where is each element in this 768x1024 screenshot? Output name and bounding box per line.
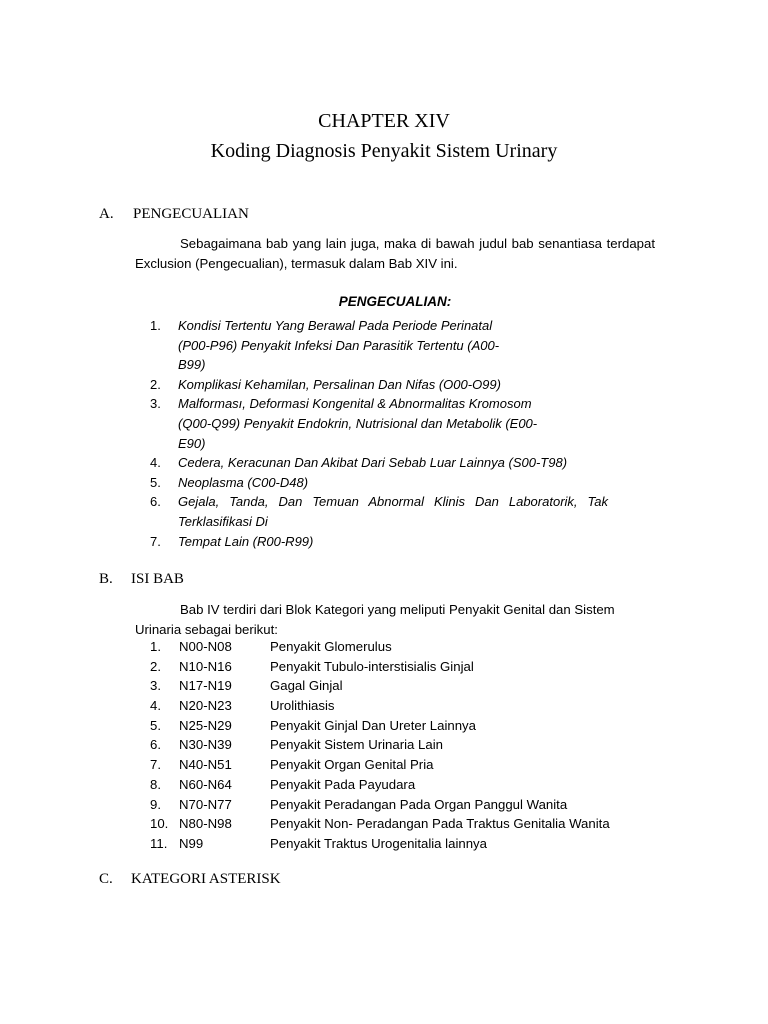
section-a-paragraph	[135, 234, 655, 274]
list-item-code: N30-N39	[179, 737, 232, 753]
list-item-description: Penyakit Traktus Urogenitalia lainnya	[270, 835, 487, 851]
list-item-description: Penyakit Non- Peradangan Pada Traktus Genitalia Wanita	[270, 816, 610, 832]
list-item	[150, 775, 610, 795]
list-item	[150, 696, 610, 716]
exclusion-item-number: 3.	[150, 396, 161, 412]
list-item-number: 6.	[150, 737, 161, 753]
section-b-paragraph-text: Bab IV terdiri dari Blok Kategori yang meliputi Penyakit Genital dan Sistem Urinaria sebagai berikut:	[135, 602, 615, 637]
list-item-code: N70-N77	[179, 796, 232, 812]
list-item	[150, 735, 610, 755]
exclusion-item-text: Kondisi Tertentu Yang Berawal Pada Periode Perinatal (P00-P96) Penyakit Infeksi Dan Parasitik Tertentu (A00-B99)	[178, 318, 500, 373]
list-item-number: 8.	[150, 776, 161, 792]
section-a-title: PENGECUALIAN	[133, 206, 249, 222]
exclusion-item	[150, 375, 620, 395]
chapter-title: CHAPTER XIV	[318, 110, 450, 132]
section-a-letter: A.	[99, 206, 114, 222]
list-item	[150, 716, 610, 736]
list-item-code: N40-N51	[179, 757, 232, 773]
list-item-description: Penyakit Glomerulus	[270, 639, 392, 654]
list-item	[150, 834, 610, 854]
exclusion-item-number: 5.	[150, 474, 161, 490]
exclusion-item-number: 2.	[150, 376, 161, 392]
exclusion-item-text: Cedera, Keracunan Dan Akibat Dari Sebab Luar Lainnya (S00-T98)	[178, 455, 568, 471]
list-item-number: 5.	[150, 717, 161, 733]
exclusion-item	[150, 316, 620, 375]
section-b-paragraph	[135, 600, 645, 640]
list-item-number: 9.	[150, 796, 161, 812]
exclusion-item-text: Gejala, Tanda, Dan Temuan Abnormal Klinis Dan Laboratorik, Tak Terklasifikasi Di	[178, 494, 608, 529]
block-category-list	[150, 637, 610, 854]
chapter-subtitle: Koding Diagnosis Penyakit Sistem Urinary	[210, 140, 558, 162]
list-item-description: Penyakit Peradangan Pada Organ Panggul Wanita	[270, 796, 568, 812]
section-c-letter: C.	[99, 871, 113, 887]
exclusion-item	[150, 492, 620, 531]
list-item-description: Gagal Ginjal	[270, 678, 343, 694]
list-item-number: 11.	[150, 835, 168, 851]
list-item	[150, 814, 610, 834]
list-item-number: 7.	[150, 757, 161, 773]
section-a-paragraph-text: Sebagaimana bab yang lain juga, maka di bawah judul bab senantiasa terdapat Exclusion (Pengecualian), termasuk dalam Bab XIV ini.	[135, 236, 655, 271]
list-item-code: N25-N29	[179, 717, 232, 733]
list-item-description: Penyakit Ginjal Dan Ureter Lainnya	[270, 717, 476, 733]
exclusion-item	[150, 532, 620, 552]
list-item-code: N99	[179, 835, 204, 851]
section-b-title: ISI BAB	[131, 571, 184, 587]
list-item	[150, 795, 610, 815]
exclusion-item-number: 4.	[150, 455, 161, 471]
list-item-code: N10-N16	[179, 658, 232, 674]
list-item-code: N17-N19	[179, 678, 232, 694]
exclusion-item-text: Malforması, Deformasi Kongenital & Abnormalitas Kromosom (Q00-Q99) Penyakit Endokrin, Nutrisional dan Metabolik (E00-E90)	[178, 396, 538, 451]
list-item-number: 4.	[150, 698, 161, 714]
list-item-description: Penyakit Pada Payudara	[270, 776, 416, 792]
exclusion-item-number: 1.	[150, 318, 161, 333]
list-item	[150, 755, 610, 775]
exclusion-item-number: 6.	[150, 494, 161, 510]
list-item-code: N00-N08	[179, 639, 232, 654]
exclusion-item-text: Komplikasi Kehamilan, Persalinan Dan Nifas (O00-O99)	[178, 376, 501, 392]
exclusion-list	[150, 316, 620, 551]
section-b-letter: B.	[99, 571, 113, 587]
list-item-code: N80-N98	[179, 816, 232, 832]
exclusion-item-text: Neoplasma (C00-D48)	[178, 474, 309, 490]
list-item	[150, 657, 610, 677]
list-item-description: Urolithiasis	[270, 698, 335, 714]
exclusion-item-text: Tempat Lain (R00-R99)	[178, 533, 314, 549]
list-item-description: Penyakit Organ Genital Pria	[270, 757, 434, 773]
list-item-code: N20-N23	[179, 698, 232, 714]
list-item-number: 1.	[150, 639, 161, 654]
exclusion-item	[150, 473, 620, 493]
exclusion-item	[150, 453, 620, 473]
exclusion-item-number: 7.	[150, 533, 161, 549]
list-item	[150, 676, 610, 696]
section-c-title: KATEGORI ASTERISK	[131, 871, 281, 887]
list-item-number: 2.	[150, 658, 161, 674]
exclusion-list-heading: PENGECUALIAN:	[338, 294, 452, 309]
list-item-description: Penyakit Tubulo-interstisialis Ginjal	[270, 658, 474, 674]
list-item-number: 10.	[150, 816, 169, 832]
list-item	[150, 637, 610, 657]
list-item-code: N60-N64	[179, 776, 232, 792]
exclusion-item	[150, 394, 620, 453]
list-item-description: Penyakit Sistem Urinaria Lain	[270, 737, 443, 753]
list-item-number: 3.	[150, 678, 161, 694]
